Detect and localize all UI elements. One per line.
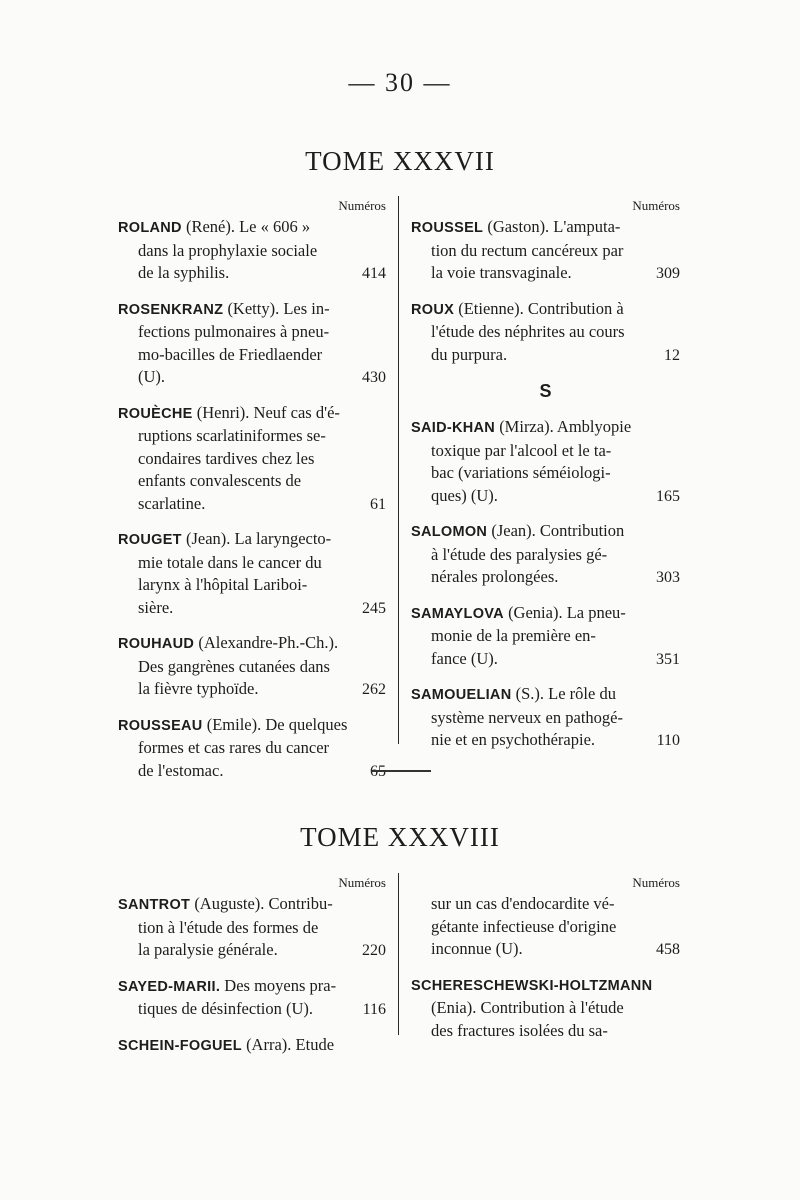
entry-line <box>411 1020 680 1043</box>
entry-text: du purpura. <box>431 344 508 364</box>
author-name: SCHEIN-FOGUEL <box>118 1037 242 1054</box>
entry-text: enfants convalescents de <box>138 471 302 490</box>
entry-text: l'étude des néphrites au cours <box>431 322 625 341</box>
entry-text: scarlatine. <box>138 493 206 513</box>
index-entry <box>411 602 680 672</box>
entry-text: tion à l'étude des formes de <box>138 917 319 937</box>
entry-page-number: 116 <box>362 1001 386 1018</box>
entry-page-number: 12 <box>664 346 680 364</box>
entry-line <box>118 917 386 940</box>
entry-line <box>411 625 680 648</box>
entry-text: ROUSSEAU (Emile). De quelques <box>118 714 348 734</box>
entry-text: SAID-KHAN (Mirza). Amblyopie <box>411 417 632 436</box>
index-entry <box>411 893 680 962</box>
entry-page-number: 414 <box>362 265 386 282</box>
entry-text: ROSENKRANZ (Ketty). Les in- <box>118 298 330 318</box>
entry-text: SAMAYLOVA (Genia). La pneu- <box>411 602 626 622</box>
entry-text: ROUGET (Jean). La laryngecto- <box>118 529 332 548</box>
entry-line <box>411 440 680 463</box>
entry-text: à l'étude des paralysies gé- <box>431 544 608 564</box>
entry-line <box>411 298 680 322</box>
entry-line <box>118 714 386 738</box>
entry-text: toxique par l'alcool et le ta- <box>431 440 612 460</box>
author-name: SALOMON <box>411 524 488 540</box>
entry-line <box>118 262 386 286</box>
entry-text <box>411 974 652 998</box>
entry-line <box>411 216 680 240</box>
entry-line <box>411 344 680 368</box>
entry-page-number: 458 <box>656 941 680 958</box>
author-name: ROUX <box>411 301 455 318</box>
entry-line <box>118 298 386 322</box>
entry-page-number: 110 <box>656 732 680 749</box>
author-name: ROUGET <box>118 532 182 548</box>
entry-text: la paralysie générale. <box>138 940 278 959</box>
author-name: ROUSSEAU <box>118 717 203 734</box>
entry-line <box>411 262 680 286</box>
entry-text: condaires tardives chez les <box>138 448 315 468</box>
entry-page-number: 262 <box>362 681 386 698</box>
entry-text: larynx à l'hôpital Lariboi- <box>138 575 308 594</box>
index-entry <box>118 1034 386 1058</box>
tome-index-columns <box>118 196 680 780</box>
entry-page-number: 309 <box>656 265 680 282</box>
entry-text: la fièvre typhoïde. <box>138 679 259 698</box>
index-entry <box>411 974 680 1043</box>
author-name: SANTROT <box>118 897 191 913</box>
entry-line <box>411 974 680 998</box>
entry-text: SANTROT (Auguste). Contribu- <box>118 894 333 913</box>
entry-page-number: 303 <box>656 569 680 586</box>
author-name: ROUHAUD <box>118 636 195 652</box>
entry-text: ques) (U). <box>431 485 498 505</box>
entry-text: nie et en psychothérapie. <box>431 730 596 749</box>
entry-line <box>411 893 680 916</box>
left-column <box>118 196 399 780</box>
entry-text: la voie transvaginale. <box>431 263 572 282</box>
page-number: — 30 — <box>348 68 452 97</box>
entry-line <box>411 485 680 509</box>
entry-line <box>118 678 386 702</box>
entry-line <box>411 321 680 344</box>
entry-text: bac (variations séméiologi- <box>431 463 611 482</box>
numeros-header: Numéros <box>632 198 680 213</box>
entry-line <box>118 425 386 448</box>
entry-line <box>411 462 680 485</box>
entry-line <box>411 707 680 730</box>
entry-line <box>118 240 386 263</box>
right-column <box>399 196 680 749</box>
entry-text: de l'estomac. <box>138 760 224 780</box>
entry-text: ROUÈCHE (Henri). Neuf cas d'é- <box>118 402 340 422</box>
entry-text: Des gangrènes cutanées dans <box>138 656 330 676</box>
entry-text: ruptions scarlatiniformes se- <box>138 426 326 445</box>
entry-text: fections pulmonaires à pneu- <box>138 322 330 341</box>
numeros-header: Numéros <box>338 875 386 890</box>
index-entry <box>118 714 386 784</box>
entry-line <box>118 737 386 760</box>
section-divider <box>371 770 431 772</box>
entry-line <box>118 975 386 999</box>
entry-line <box>118 632 386 656</box>
index-entry <box>118 298 386 390</box>
left-column <box>118 873 399 1054</box>
entry-line <box>118 448 386 471</box>
entry-text: des fractures isolées du sa- <box>431 1020 608 1040</box>
entry-line <box>118 216 386 240</box>
entry-text: dans la prophylaxie sociale <box>138 240 318 260</box>
entry-line <box>118 998 386 1022</box>
author-name: SAMOUELIAN <box>411 687 512 703</box>
entry-line <box>411 240 680 263</box>
entry-text: système nerveux en pathogé- <box>431 707 623 727</box>
index-entry <box>118 528 386 620</box>
entry-page-number: 245 <box>362 599 386 617</box>
author-name: ROSENKRANZ <box>118 301 224 318</box>
index-entry <box>118 402 386 517</box>
entry-line <box>118 528 386 552</box>
entry-line <box>411 602 680 626</box>
index-entry <box>118 975 386 1022</box>
entry-text: SCHEIN-FOGUEL (Arra). Etude <box>118 1034 335 1054</box>
entry-text: sur un cas d'endocardite vé- <box>431 894 615 913</box>
numeros-header: Numéros <box>632 875 680 890</box>
entry-text: mie totale dans le cancer du <box>138 552 322 572</box>
entry-text: tion du rectum cancéreux par <box>431 240 624 260</box>
entry-line <box>411 416 680 440</box>
entry-text: tiques de désinfection (U). <box>138 999 314 1018</box>
entry-text: ROUSSEL (Gaston). L'amputa- <box>411 217 621 236</box>
entry-line <box>118 760 386 784</box>
entry-line <box>411 997 680 1020</box>
entry-page-number: 220 <box>362 942 386 959</box>
entry-line <box>411 683 680 707</box>
author-name: ROUÈCHE <box>118 405 193 422</box>
entry-text: monie de la première en- <box>431 626 596 645</box>
author-name: ROLAND <box>118 220 182 236</box>
entry-line <box>411 648 680 672</box>
tome-title: TOME XXXVII <box>305 146 495 176</box>
entry-page-number: 351 <box>656 650 680 668</box>
tome-index-columns <box>118 873 680 1054</box>
entry-text: ROUHAUD (Alexandre-Ph.-Ch.). <box>118 633 339 652</box>
entry-text: formes et cas rares du cancer <box>138 738 330 757</box>
entry-line <box>118 552 386 575</box>
entry-text: inconnue (U). <box>431 939 523 958</box>
entry-line <box>411 544 680 567</box>
index-entry <box>411 416 680 508</box>
entry-text: (U). <box>138 367 166 386</box>
index-entry <box>118 893 386 963</box>
entry-line <box>118 402 386 426</box>
author-name: ROUSSEL <box>411 220 484 236</box>
entry-line <box>118 321 386 344</box>
entry-line <box>411 938 680 962</box>
author-name: SCHERESCHEWSKI-HOLTZMANN <box>411 977 653 994</box>
entry-text: fance (U). <box>431 648 498 668</box>
entry-line <box>118 344 386 367</box>
entry-line <box>118 1034 386 1058</box>
entry-text: sière. <box>138 597 174 617</box>
index-entry <box>118 632 386 702</box>
entry-text: SAMOUELIAN (S.). Le rôle du <box>411 684 616 703</box>
index-entry <box>411 520 680 590</box>
numeros-header: Numéros <box>338 198 386 213</box>
entry-page-number: 430 <box>362 369 386 386</box>
index-entry <box>411 298 680 368</box>
right-column <box>399 873 680 1040</box>
entry-text: gétante infectieuse d'origine <box>431 916 617 936</box>
tome-title: TOME XXXVIII <box>300 822 500 852</box>
entry-line <box>118 470 386 493</box>
author-name: SAYED-MARII. <box>118 978 221 995</box>
entry-text: ROUX (Etienne). Contribution à <box>411 298 624 318</box>
entry-line <box>118 939 386 963</box>
entry-line <box>118 493 386 517</box>
entry-page-number: 61 <box>370 495 386 513</box>
entry-page-number: 165 <box>656 487 680 505</box>
entry-line <box>118 574 386 597</box>
index-entry <box>411 683 680 753</box>
entry-text: SAYED-MARII. Des moyens pra- <box>118 975 337 995</box>
letter-heading: S <box>539 381 552 401</box>
entry-line <box>118 893 386 917</box>
entry-line <box>118 656 386 679</box>
author-name: SAMAYLOVA <box>411 605 504 622</box>
entry-line <box>118 597 386 621</box>
entry-line <box>411 566 680 590</box>
entry-text: ROLAND (René). Le « 606 » <box>118 217 311 236</box>
index-entry <box>411 216 680 286</box>
entry-line <box>411 520 680 544</box>
entry-line <box>118 366 386 390</box>
entry-line <box>411 729 680 753</box>
entry-text: nérales prolongées. <box>431 567 559 586</box>
index-entry <box>118 216 386 286</box>
entry-text: (Enia). Contribution à l'étude <box>431 998 624 1017</box>
entry-page-number: 65 <box>370 762 386 780</box>
author-name: SAID-KHAN <box>411 420 496 436</box>
entry-text: de la syphilis. <box>138 263 230 282</box>
entry-line <box>411 916 680 939</box>
entry-text: mo-bacilles de Friedlaender <box>138 344 323 364</box>
entry-text: SALOMON (Jean). Contribution <box>411 521 625 540</box>
